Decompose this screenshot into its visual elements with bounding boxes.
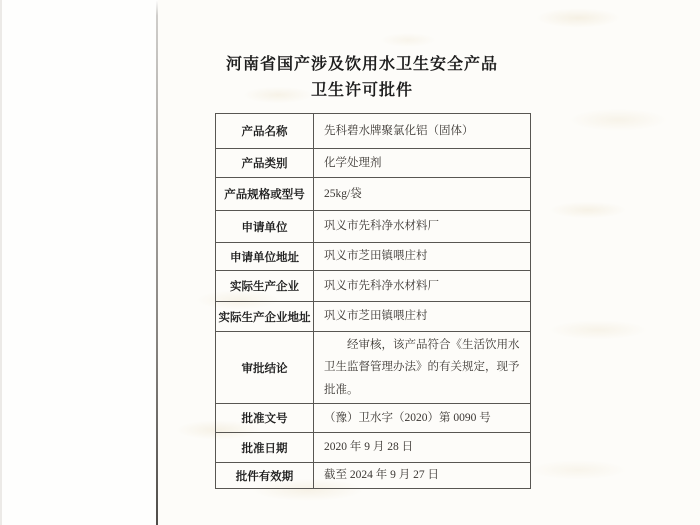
- field-label: 批准文号: [216, 404, 314, 433]
- field-label: 产品规格或型号: [216, 178, 314, 211]
- table-row-approval-conclusion: [216, 332, 531, 404]
- document-title-line2: 卫生许可批件: [310, 82, 413, 99]
- field-label: 产品名称: [216, 114, 314, 149]
- table-row-validity-period: [216, 463, 531, 489]
- field-value: 经审核，该产品符合《生活饮用水卫生监督管理办法》的有关规定，现予批准。: [314, 332, 531, 404]
- field-value: 巩义市芝田镇喂庄村: [314, 243, 531, 271]
- table-row-applicant: [216, 211, 531, 243]
- field-value: 2020 年 9 月 28 日: [314, 433, 531, 463]
- field-value: 巩义市芝田镇喂庄村: [314, 302, 531, 332]
- field-label: 批件有效期: [216, 463, 314, 489]
- field-label: 实际生产企业地址: [216, 302, 314, 332]
- field-value: 25kg/袋: [314, 178, 531, 211]
- page-fold-shadow: [156, 0, 158, 525]
- table-row-product-spec: [216, 178, 531, 211]
- field-label: 产品类别: [216, 149, 314, 178]
- document-title: [162, 52, 562, 104]
- field-label: 申请单位: [216, 211, 314, 243]
- table-row-applicant-address: [216, 243, 531, 271]
- field-value: 巩义市先科净水材料厂: [314, 271, 531, 302]
- field-label: 申请单位地址: [216, 243, 314, 271]
- table-row-product-category: [216, 149, 531, 178]
- field-value: 巩义市先科净水材料厂: [314, 211, 531, 243]
- field-value: 化学处理剂: [314, 149, 531, 178]
- field-value: （豫）卫水字（2020）第 0090 号: [314, 404, 531, 433]
- table-row-approval-date: [216, 433, 531, 463]
- field-value: 截至 2024 年 9 月 27 日: [314, 463, 531, 489]
- table-row-approval-number: [216, 404, 531, 433]
- table-row-product-name: [216, 114, 531, 149]
- table-row-manufacturer: [216, 271, 531, 302]
- field-label: 实际生产企业: [216, 271, 314, 302]
- document-title-line1: 河南省国产涉及饮用水卫生安全产品: [225, 56, 498, 73]
- table-row-manufacturer-address: [216, 302, 531, 332]
- field-value: 先科碧水牌聚氯化铝（固体）: [314, 114, 531, 149]
- field-label: 批准日期: [216, 433, 314, 463]
- license-table: [215, 113, 531, 489]
- field-label: 审批结论: [216, 332, 314, 404]
